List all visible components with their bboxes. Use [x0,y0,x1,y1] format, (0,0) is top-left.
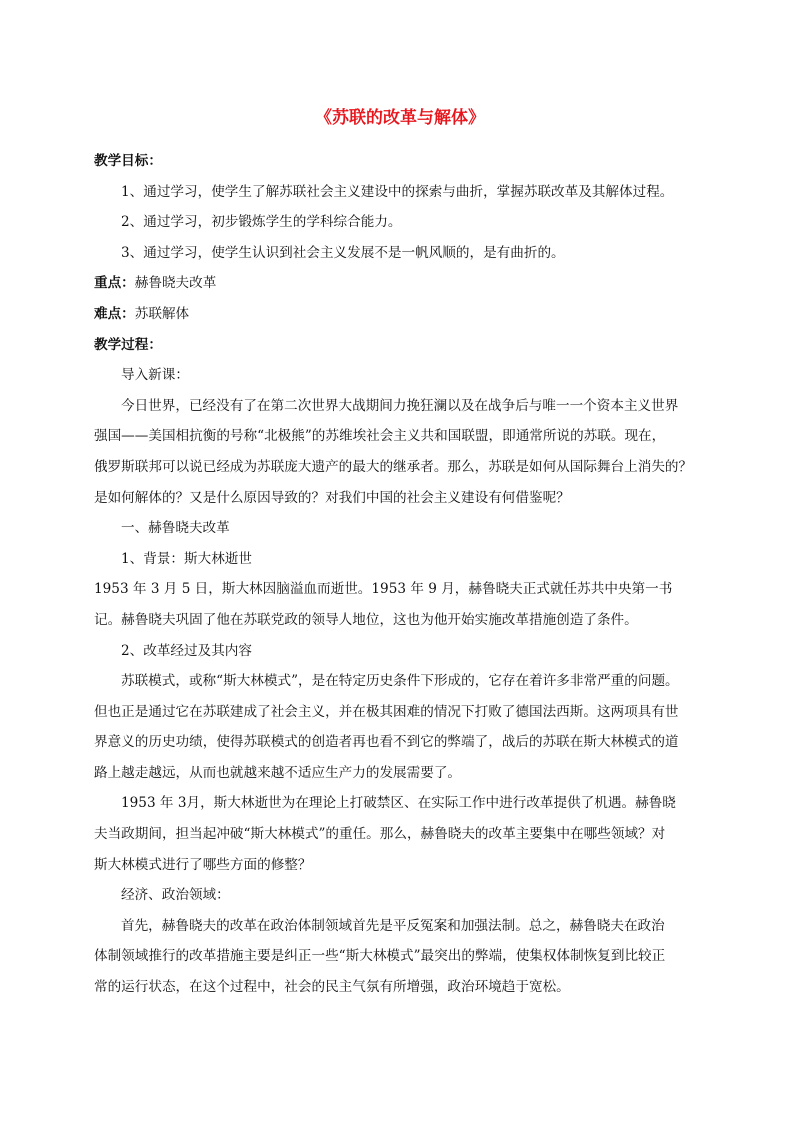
difficulty-line [94,299,710,330]
intro-heading: 导入新课： [121,367,189,384]
key-point-line [94,268,710,299]
intro-line: 是如何解体的？又是什么原因导致的？对我们中国的社会主义建设有何借鉴呢？ [94,489,570,506]
background-line: 记。赫鲁晓夫巩固了他在苏联党政的领导人地位，这也为他开始实施改革措施创造了条件。 [94,611,638,628]
objective-item: 3、通过学习，使学生认识到社会主义发展不是一帆风顺的，是有曲折的。 [121,244,565,261]
objective-item: 2、通过学习，初步锻炼学生的学科综合能力。 [121,214,402,231]
objectives-heading: 教学目标： [94,153,162,169]
model-line: 但也正是通过它在苏联建成了社会主义，并在极其困难的情况下打败了德国法西斯。这两项具有世 [94,703,679,720]
model-line: 路上越走越远，从而也就越来越不适应生产力的发展需要了。 [94,764,462,781]
section1-heading: 一、赫鲁晓夫改革 [121,520,230,537]
model-line: 苏联模式，或称“斯大林模式”，是在特定历史条件下形成的，它存在着许多非常严重的问题。 [121,673,679,690]
background-line: 1953 年 3 月 5 日，斯大林因脑溢血而逝世。1953 年 9 月，赫鲁晓夫正式就任苏共中央第一书 [94,581,673,598]
model-line: 界意义的历史功绩，使得苏联模式的创造者再也看不到它的弊端了，战后的苏联在斯大林模式的道 [94,734,679,751]
intro-line: 俄罗斯联邦可以说已经成为苏联庞大遗产的最大的继承者。那么，苏联是如何从国际舞台上消失的？ [94,458,693,475]
process-heading: 教学过程： [94,336,162,353]
difficulty-label: 难点： [94,305,135,322]
difficulty-text: 苏联解体 [134,305,190,322]
document-title: 《苏联的改革与解体》 [315,108,485,128]
objective-item: 1、通过学习，使学生了解苏联社会主义建设中的探索与曲折，掌握苏联改革及其解体过程。 [121,183,674,200]
key-point-label: 重点： [94,275,135,292]
intro-line: 强国——美国相抗衡的号称“北极熊”的苏维埃社会主义共和国联盟，即通常所说的苏联。现在， [94,428,666,445]
khrushchev-line: 1953 年 3月，斯大林逝世为在理论上打破禁区、在实际工作中进行改革提供了机遇。赫鲁晓 [121,795,676,812]
document-body [94,146,710,1003]
khrushchev-line: 斯大林模式进行了哪些方面的修整？ [94,856,312,873]
econ-line: 体制领域推行的改革措施主要是纠正一些“斯大林模式”最突出的弊端，使集权体制恢复到比较正 [94,948,666,965]
khrushchev-line: 夫当政期间，担当起冲破“斯大林模式”的重任。那么，赫鲁晓夫的改革主要集中在哪些领域？对 [94,826,666,843]
intro-line: 今日世界，已经没有了在第二次世界大战期间力挽狂澜以及在战争后与唯一一个资本主义世界 [121,397,679,414]
background-heading: 1、背景：斯大林逝世 [121,550,252,567]
econ-line: 首先，赫鲁晓夫的改革在政治体制领域首先是平反冤案和加强法制。总之，赫鲁晓夫在政治 [121,917,665,934]
key-point-text: 赫鲁晓夫改革 [134,275,217,292]
econ-line: 常的运行状态，在这个过程中，社会的民主气氛有所增强，政治环境趋于宽松。 [94,979,570,996]
econ-heading: 经济、政治领域： [121,887,230,904]
reform-heading: 2、改革经过及其内容 [121,642,252,659]
